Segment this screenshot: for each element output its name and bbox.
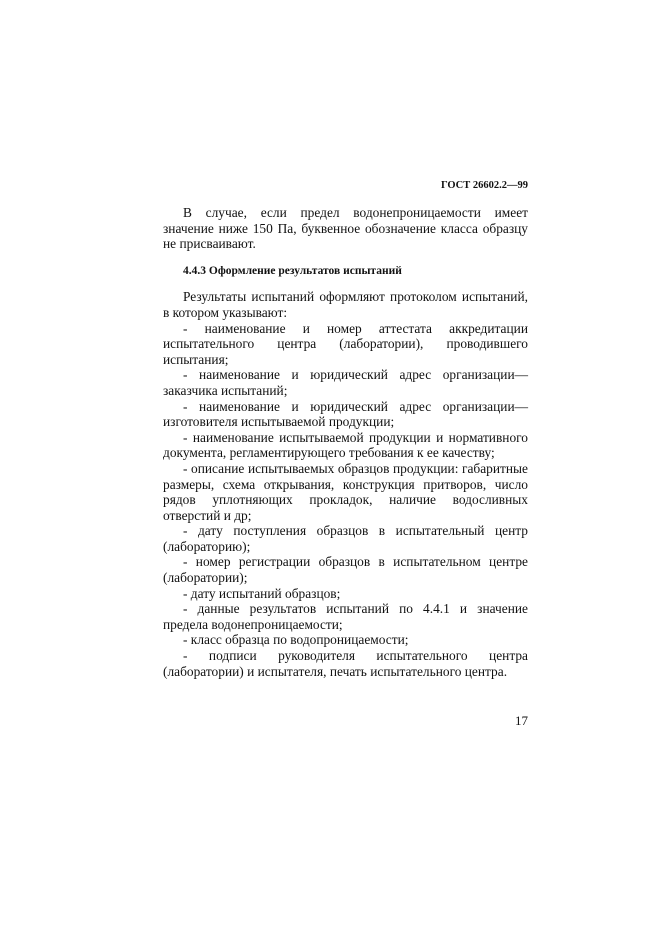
list-item: - данные результатов испытаний по 4.4.1 и значение предела водонепроницаемости; [163, 601, 528, 632]
document-standard-header: ГОСТ 26602.2—99 [440, 180, 528, 191]
document-body [163, 205, 528, 679]
list-item: - описание испытываемых образцов продукции: габаритные размеры, схема открывания, конструкция притворов, число рядов уплотняющих прокладок, наличие водосливных отверстий и др; [163, 460, 528, 523]
list-item: - дату испытаний образцов; [183, 585, 341, 601]
list-item: - наименование и номер аттестата аккредитации испытательного центра (лаборатории), проводившего испытания; [163, 320, 528, 367]
section-lead: Результаты испытаний оформляют протоколом испытаний, в котором указывают: [163, 289, 528, 320]
list-item: - класс образца по водопроницаемости; [183, 632, 409, 648]
list-item: - номер регистрации образцов в испытательном центре (лаборатории); [163, 554, 528, 586]
list-item: - дату поступления образцов в испытательный центр (лабораторию); [163, 523, 528, 554]
list-item: - наименование испытываемой продукции и нормативного документа, регламентирующего требования к ее качеству; [163, 429, 528, 461]
list-item: - наименование и юридический адрес организации—изготовителя испытываемой продукции; [163, 398, 528, 430]
page-number: 17 [515, 713, 528, 728]
list-item: - подписи руководителя испытательного центра (лаборатории) и испытателя, печать испытательного центра. [163, 648, 528, 679]
section-heading: 4.4.3 Оформление результатов испытаний [183, 264, 402, 277]
intro-paragraph: В случае, если предел водонепроницаемости имеет значение ниже 150 Па, буквенное обозначение класса образцу не присваивают. [163, 205, 528, 252]
list-item: - наименование и юридический адрес организации—заказчика испытаний; [163, 367, 528, 398]
